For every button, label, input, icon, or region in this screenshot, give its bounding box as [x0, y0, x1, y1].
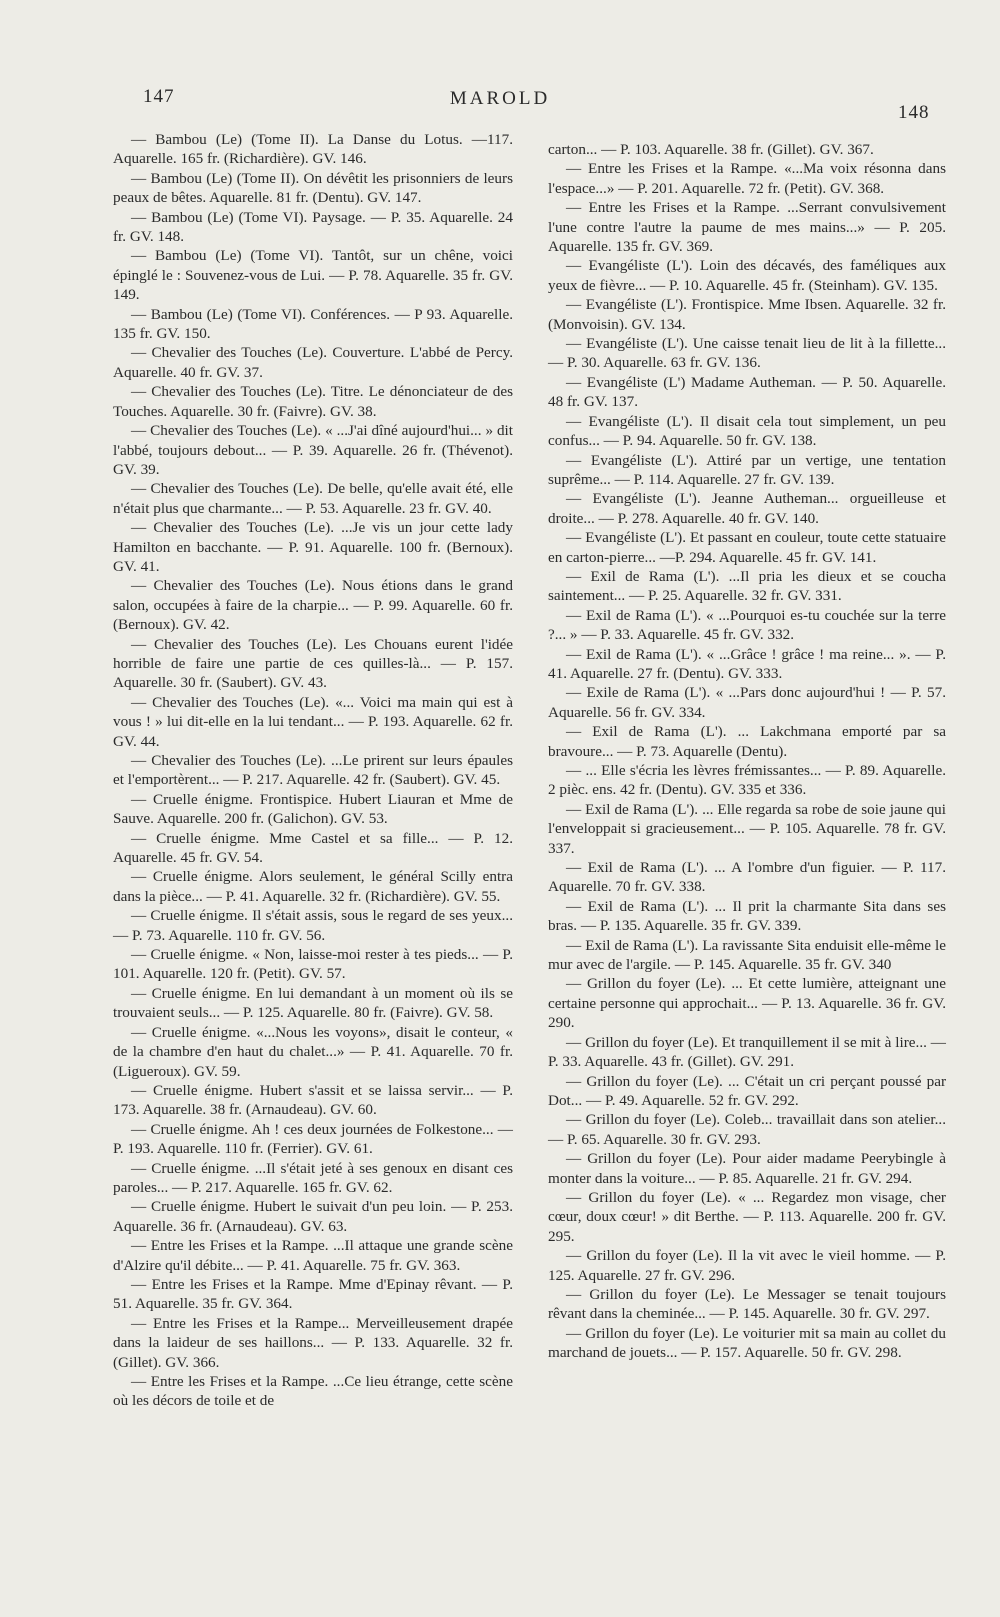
- catalog-entry: — Evangéliste (L'). Et passant en couleur, toute cette statuaire en carton-pierre... —P. 294. Aquarelle. 45 fr. GV. 141.: [548, 529, 946, 566]
- catalog-entry: — Grillon du foyer (Le). « ... Regardez mon visage, cher cœur, doux cœur! » dit Berthe. — P. 113. Aquarelle. 200 fr. GV. 295.: [548, 1188, 946, 1245]
- catalog-entry: — ... Elle s'écria les lèvres frémissantes... — P. 89. Aquarelle. 2 pièc. ens. 42 fr. (Dentu). GV. 335 et 336.: [548, 762, 946, 799]
- catalog-entry: — Grillon du foyer (Le). Le voiturier mit sa main au collet du marchand de jouets... — P. 157. Aquarelle. 50 fr. GV. 298.: [548, 1324, 946, 1362]
- catalog-entry: — Cruelle énigme. « Non, laisse-moi rester à tes pieds... — P. 101. Aquarelle. 120 fr. (Petit). GV. 57.: [113, 946, 513, 983]
- catalog-entry: — Grillon du foyer (Le). ... Et cette lumière, atteignant une certaine personne qui approchait... — P. 13. Aquarelle. 36 fr. GV. 290.: [548, 975, 946, 1032]
- catalog-entry: — Chevalier des Touches (Le). « ...J'ai dîné aujourd'hui... » dit l'abbé, toujours debout... — P. 39. Aquarelle. 26 fr. (Thévenot). GV. 39.: [113, 422, 513, 478]
- catalog-entry: — Cruelle énigme. Ah ! ces deux journées de Folkestone... — P. 193. Aquarelle. 110 fr. (Ferrier). GV. 61.: [113, 1120, 513, 1158]
- catalog-entry: — Chevalier des Touches (Le). De belle, qu'elle avait été, elle n'était plus que charmante... — P. 53. Aquarelle. 23 fr. GV. 40.: [113, 480, 513, 517]
- catalog-entry: — Evangéliste (L') Madame Autheman. — P. 50. Aquarelle. 48 fr. GV. 137.: [548, 373, 946, 411]
- catalog-entry: — Bambou (Le) (Tome II). On dévêtit les prisonniers de leurs peaux de bêtes. Aquarelle. 81 fr. (Dentu). GV. 147.: [113, 169, 513, 207]
- catalog-entry: — Exil de Rama (L'). ... A l'ombre d'un figuier. — P. 117. Aquarelle. 70 fr. GV. 338.: [548, 859, 946, 896]
- catalog-entry: — Chevalier des Touches (Le). Les Chouans eurent l'idée horrible de faire une partie de ces quilles-là... — P. 157. Aquarelle. 30 fr. (Saubert). GV. 43.: [113, 635, 513, 692]
- catalog-entry: — Cruelle énigme. Hubert le suivait d'un peu loin. — P. 253. Aquarelle. 36 fr. (Arnaudeau). GV. 63.: [113, 1198, 513, 1235]
- page-number-left: 147: [143, 86, 175, 107]
- catalog-entry: — Exil de Rama (L'). « ...Grâce ! grâce ! ma reine... ». — P. 41. Aquarelle. 27 fr. (Dentu). GV. 333.: [548, 645, 946, 682]
- catalog-entry: — Bambou (Le) (Tome VI). Conférences. — P 93. Aquarelle. 135 fr. GV. 150.: [113, 305, 513, 343]
- catalog-entry: — Exil de Rama (L'). La ravissante Sita enduisit elle-même le mur avec de l'argile. — P. 145. Aquarelle. 35 fr. GV. 340: [548, 936, 946, 974]
- left-column: [113, 130, 513, 1411]
- catalog-entry: — Exil de Rama (L'). ... Il prit la charmante Sita dans ses bras. — P. 135. Aquarelle. 35 fr. GV. 339.: [548, 897, 946, 935]
- page-number-right: 148: [898, 102, 930, 123]
- catalog-entry: — Cruelle énigme. Frontispice. Hubert Liauran et Mme de Sauve. Aquarelle. 200 fr. (Galichon). GV. 53.: [113, 790, 513, 828]
- catalog-entry: — Entre les Frises et la Rampe. Mme d'Epinay rêvant. — P. 51. Aquarelle. 35 fr. GV. 364.: [113, 1275, 513, 1313]
- catalog-entry: — Exil de Rama (L'). ... Elle regarda sa robe de soie jaune qui l'enveloppait si gracieusement... — P. 105. Aquarelle. 78 fr. GV. 337.: [548, 800, 946, 857]
- catalog-entry: — Grillon du foyer (Le). Pour aider madame Peerybingle à monter dans la voiture... — P. 85. Aquarelle. 21 fr. GV. 294.: [548, 1150, 946, 1187]
- catalog-entry: — Cruelle énigme. Il s'était assis, sous le regard de ses yeux... — P. 73. Aquarelle. 110 fr. GV. 56.: [113, 907, 513, 944]
- catalog-entry: — Grillon du foyer (Le). Coleb... travaillait dans son atelier... — P. 65. Aquarelle. 30 fr. GV. 293.: [548, 1111, 946, 1148]
- catalog-entry: — Evangéliste (L'). Il disait cela tout simplement, un peu confus... — P. 94. Aquarelle. 50 fr. GV. 138.: [548, 412, 946, 450]
- catalog-entry: — Exil de Rama (L'). « ...Pourquoi es-tu couchée sur la terre ?... » — P. 33. Aquarelle. 45 fr. GV. 332.: [548, 606, 946, 644]
- catalog-entry: — Bambou (Le) (Tome II). La Danse du Lotus. —117. Aquarelle. 165 fr. (Richardière). GV. 146.: [113, 131, 513, 168]
- catalog-entry: — Bambou (Le) (Tome VI). Tantôt, sur un chêne, voici épinglé le : Souvenez-vous de Lui. — P. 78. Aquarelle. 35 fr. GV. 149.: [113, 247, 513, 304]
- catalog-entry: — Evangéliste (L'). Loin des décavés, des faméliques aux yeux de fièvre... — P. 10. Aquarelle. 45 fr. (Steinham). GV. 135.: [548, 257, 946, 294]
- catalog-entry: — Entre les Frises et la Rampe. ...Il attaque une grande scène d'Alzire qu'il débite... — P. 41. Aquarelle. 75 fr. GV. 363.: [113, 1237, 513, 1274]
- catalog-entry: — Evangéliste (L'). Frontispice. Mme Ibsen. Aquarelle. 32 fr. (Monvoisin). GV. 134.: [548, 296, 946, 333]
- right-column: [548, 140, 946, 1363]
- catalog-entry: carton... — P. 103. Aquarelle. 38 fr. (Gillet). GV. 367.: [548, 141, 874, 158]
- catalog-entry: — Chevalier des Touches (Le). ...Le prirent sur leurs épaules et l'emportèrent... — P. 217. Aquarelle. 42 fr. (Saubert). GV. 45.: [113, 752, 513, 789]
- catalog-entry: — Chevalier des Touches (Le). Couverture. L'abbé de Percy. Aquarelle. 40 fr. GV. 37.: [113, 344, 513, 381]
- catalog-entry: — Cruelle énigme. Hubert s'assit et se laissa servir... — P. 173. Aquarelle. 38 fr. (Arnaudeau). GV. 60.: [113, 1081, 513, 1119]
- catalog-entry: — Exil de Rama (L'). ...Il pria les dieux et se coucha saintement... — P. 25. Aquarelle. 32 fr. GV. 331.: [548, 567, 946, 605]
- catalog-entry: — Evangéliste (L'). Jeanne Autheman... orgueilleuse et droite... — P. 278. Aquarelle. 40 fr. GV. 140.: [548, 490, 946, 527]
- running-head: MAROLD: [449, 88, 551, 109]
- catalog-entry: — Evangéliste (L'). Attiré par un vertige, une tentation suprême... — P. 114. Aquarelle. 27 fr. GV. 139.: [548, 451, 946, 488]
- catalog-entry: — Cruelle énigme. Mme Castel et sa fille... — P. 12. Aquarelle. 45 fr. GV. 54.: [113, 829, 513, 867]
- catalog-entry: — Grillon du foyer (Le). Le Messager se tenait toujours rêvant dans la cheminée... — P. 145. Aquarelle. 30 fr. GV. 297.: [548, 1285, 946, 1323]
- catalog-entry: — Entre les Frises et la Rampe. ...Ce lieu étrange, cette scène où les décors de toile et de: [113, 1373, 513, 1410]
- catalog-entry: — Evangéliste (L'). Une caisse tenait lieu de lit à la fillette... — P. 30. Aquarelle. 63 fr. GV. 136.: [548, 335, 946, 372]
- catalog-entry: — Chevalier des Touches (Le). Nous étions dans le grand salon, occupées à faire de la charpie... — P. 99. Aquarelle. 60 fr. (Bernoux). GV. 42.: [113, 577, 513, 634]
- catalog-entry: — Chevalier des Touches (Le). «... Voici ma main qui est à vous ! » lui dit-elle en la lui tendant... — P. 193. Aquarelle. 62 fr. GV. 44.: [113, 693, 513, 750]
- catalog-entry: — Cruelle énigme. «...Nous les voyons», disait le conteur, « de la chambre d'en haut du chalet...» — P. 41. Aquarelle. 70 fr. (Ligueroux). GV. 59.: [113, 1023, 513, 1080]
- catalog-entry: — Entre les Frises et la Rampe. «...Ma voix résonna dans l'espace...» — P. 201. Aquarelle. 72 fr. (Petit). GV. 368.: [548, 160, 946, 197]
- catalog-entry: — Chevalier des Touches (Le). ...Je vis un jour cette lady Hamilton en bacchante. — P. 91. Aquarelle. 100 fr. (Bernoux). GV. 41.: [113, 519, 513, 575]
- catalog-entry: — Grillon du foyer (Le). ... C'était un cri perçant poussé par Dot... — P. 49. Aquarelle. 52 fr. GV. 292.: [548, 1072, 946, 1109]
- catalog-entry: — Cruelle énigme. En lui demandant à un moment où ils se trouvaient seuls... — P. 125. Aquarelle. 80 fr. (Faivre). GV. 58.: [113, 984, 513, 1022]
- catalog-entry: — Chevalier des Touches (Le). Titre. Le dénonciateur de des Touches. Aquarelle. 30 fr. (Faivre). GV. 38.: [113, 383, 513, 420]
- catalog-entry: — Grillon du foyer (Le). Et tranquillement il se mit à lire... — P. 33. Aquarelle. 43 fr. (Gillet). GV. 291.: [548, 1033, 946, 1071]
- catalog-entry: — Grillon du foyer (Le). Il la vit avec le vieil homme. — P. 125. Aquarelle. 27 fr. GV. 296.: [548, 1247, 946, 1284]
- catalog-entry: — Bambou (Le) (Tome VI). Paysage. — P. 35. Aquarelle. 24 fr. GV. 148.: [113, 208, 513, 246]
- catalog-entry: — Entre les Frises et la Rampe... Merveilleusement drapée dans la laideur de ses haillons... — P. 133. Aquarelle. 32 fr. (Gillet). GV. 366.: [113, 1314, 513, 1371]
- catalog-entry: — Cruelle énigme. Alors seulement, le général Scilly entra dans la pièce... — P. 41. Aquarelle. 32 fr. (Richardière). GV. 55.: [113, 868, 513, 905]
- catalog-entry: — Exil de Rama (L'). ... Lakchmana emporté par sa bravoure... — P. 73. Aquarelle (Dentu).: [548, 723, 946, 760]
- catalog-entry: — Cruelle énigme. ...Il s'était jeté à ses genoux en disant ces paroles... — P. 217. Aquarelle. 165 fr. GV. 62.: [113, 1159, 513, 1196]
- catalog-entry: — Exile de Rama (L'). « ...Pars donc aujourd'hui ! — P. 57. Aquarelle. 56 fr. GV. 334.: [548, 684, 946, 721]
- catalog-entry: — Entre les Frises et la Rampe. ...Serrant convulsivement l'une contre l'autre la paume de mes mains...» — P. 205. Aquarelle. 135 fr. GV. 369.: [548, 199, 946, 256]
